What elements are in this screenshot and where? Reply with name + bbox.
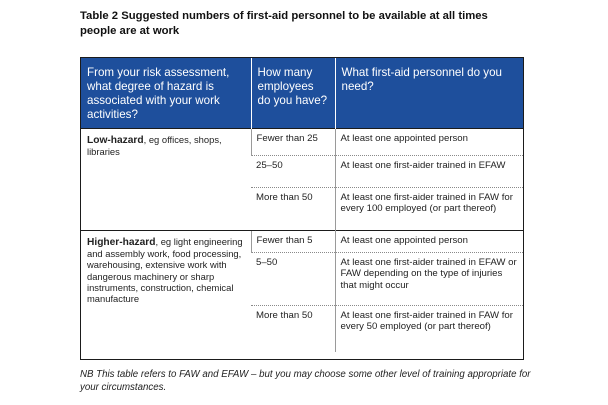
employee-count-cell: Fewer than 5 <box>251 231 335 253</box>
employee-count-cell: 25–50 <box>251 156 335 188</box>
personnel-cell: At least one first-aider trained in FAW for every 50 employed (or part thereof) <box>335 306 523 352</box>
first-aid-table-grid <box>81 58 523 352</box>
table-row <box>81 129 523 156</box>
category-examples: , eg offices, shops, libraries <box>87 134 222 158</box>
header-employee-count: How many employees do you have? <box>251 58 335 129</box>
personnel-cell: At least one first-aider trained in EFAW or FAW depending on the type of injuries that might occur <box>335 253 523 306</box>
personnel-cell: At least one appointed person <box>335 231 523 253</box>
footnote: NB This table refers to FAW and EFAW – but you may choose some other level of training appropriate for your circumstances. <box>80 369 531 393</box>
employee-count-cell: More than 50 <box>251 188 335 231</box>
employee-count-cell: 5–50 <box>251 253 335 306</box>
header-hazard-degree: From your risk assessment, what degree of hazard is associated with your work activities? <box>81 58 251 129</box>
first-aid-table <box>80 57 524 360</box>
category-higher-hazard <box>81 231 251 352</box>
table-header-row <box>81 58 523 129</box>
personnel-cell: At least one first-aider trained in FAW for every 100 employed (or part thereof) <box>335 188 523 231</box>
category-label: Low-hazard <box>87 135 144 146</box>
category-examples: , eg light engineering and assembly work, food processing, warehousing, extensive work with dangerous machinery or sharp instruments, construction, chemical manufacture <box>87 236 243 305</box>
personnel-cell: At least one appointed person <box>335 129 523 156</box>
header-personnel-needed: What first-aid personnel do you need? <box>335 58 523 129</box>
category-low-hazard <box>81 129 251 231</box>
employee-count-cell: Fewer than 25 <box>251 129 335 156</box>
personnel-cell: At least one first-aider trained in EFAW <box>335 156 523 188</box>
employee-count-cell: More than 50 <box>251 306 335 352</box>
category-label: Higher-hazard <box>87 237 156 248</box>
table-row <box>81 231 523 253</box>
table-caption: Table 2 Suggested numbers of first-aid personnel to be available at all times people are at work <box>80 10 488 37</box>
